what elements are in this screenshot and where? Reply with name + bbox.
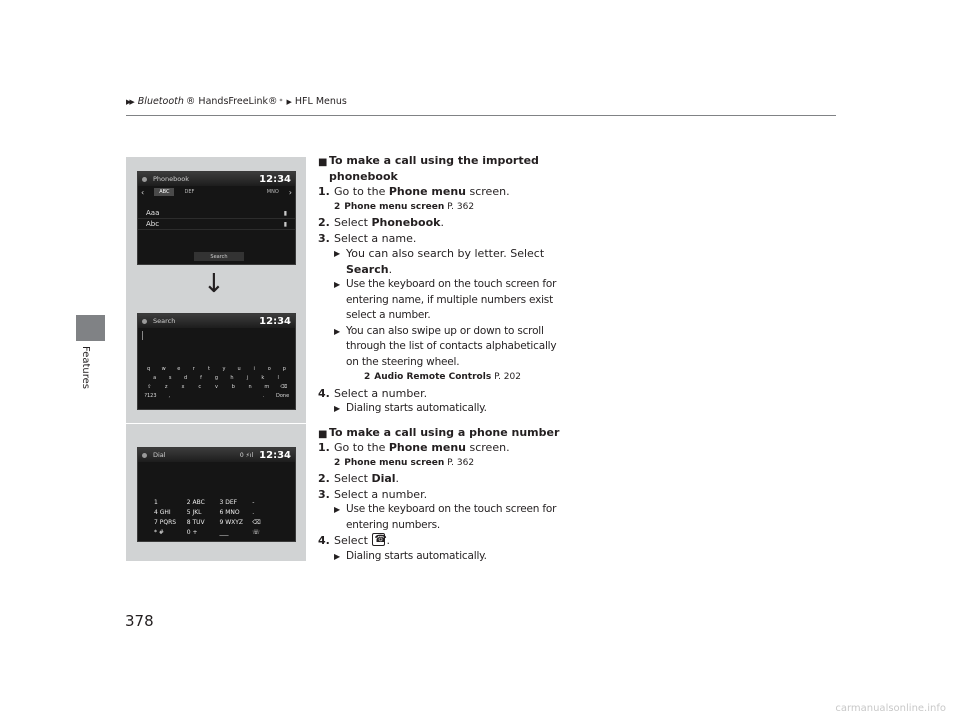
tab-abc[interactable]: ABC bbox=[154, 188, 174, 196]
dial-key[interactable]: . bbox=[252, 509, 255, 516]
talk-button-icon bbox=[372, 533, 385, 546]
section-heading bbox=[318, 153, 568, 184]
step-text: . bbox=[440, 216, 444, 229]
side-tab-label: Features bbox=[80, 346, 91, 389]
step-number: 1. bbox=[318, 185, 330, 198]
key[interactable]: e bbox=[177, 366, 181, 372]
bullet-text: You can also search by letter. Select bbox=[346, 247, 545, 260]
reference-page: P. 202 bbox=[494, 372, 521, 382]
key[interactable]: r bbox=[192, 366, 195, 372]
key[interactable]: d bbox=[184, 375, 188, 381]
section-heading-text: To make a call using the imported phonebook bbox=[329, 154, 539, 183]
section-heading-text: To make a call using a phone number bbox=[329, 425, 560, 439]
key[interactable]: q bbox=[146, 366, 151, 372]
step-number: 2. bbox=[318, 472, 330, 485]
key[interactable]: t bbox=[207, 366, 210, 372]
step-number: 2. bbox=[318, 216, 330, 229]
call-icon[interactable]: ☏ bbox=[252, 529, 260, 536]
bullet-text: You can also swipe up or down to scroll through the list of contacts alphabetically on the steering wheel. bbox=[346, 324, 557, 368]
bullet-text: Dialing starts automatically. bbox=[346, 402, 487, 414]
search-title: Search bbox=[153, 317, 176, 325]
dial-pad bbox=[154, 499, 285, 539]
step bbox=[318, 487, 568, 503]
cross-reference[interactable] bbox=[318, 200, 568, 216]
bullet bbox=[318, 401, 568, 417]
key[interactable]: g bbox=[214, 375, 219, 381]
period-key[interactable]: . bbox=[262, 393, 265, 399]
dial-screen bbox=[137, 447, 296, 542]
breadcrumb-part2: ® HandsFreeLink® bbox=[185, 96, 278, 107]
reference-icon: 2 bbox=[364, 372, 371, 382]
home-icon bbox=[142, 177, 147, 182]
comma-key[interactable]: , bbox=[168, 393, 171, 399]
contact-name: Aaa bbox=[146, 209, 160, 217]
search-button[interactable]: Search bbox=[194, 252, 244, 261]
step bbox=[318, 440, 568, 456]
step-number: 3. bbox=[318, 231, 330, 245]
bullet-arrow-icon: ▶ bbox=[334, 551, 340, 561]
dial-pad-row bbox=[154, 529, 285, 536]
header-rule bbox=[126, 115, 836, 116]
dial-key[interactable]: 4 GHI bbox=[154, 509, 171, 516]
search-screen bbox=[137, 313, 296, 410]
dial-key[interactable]: 0 + bbox=[186, 529, 198, 536]
step-text: Go to the bbox=[334, 185, 389, 198]
bullet-bold: Search bbox=[346, 262, 389, 276]
key[interactable]: h bbox=[230, 375, 234, 381]
dial-key[interactable]: 1 bbox=[154, 499, 158, 506]
bullet-arrow-icon: ▶ bbox=[334, 404, 340, 413]
dial-title: Dial bbox=[153, 451, 166, 459]
bullet bbox=[318, 277, 568, 324]
key[interactable]: v bbox=[215, 384, 218, 390]
clock: 12:34 bbox=[259, 449, 291, 461]
key[interactable]: c bbox=[198, 384, 202, 390]
section-heading bbox=[318, 425, 568, 441]
phonebook-screen bbox=[137, 171, 296, 265]
letter-tabs bbox=[138, 186, 295, 198]
reference-label: Audio Remote Controls bbox=[374, 372, 492, 382]
key[interactable]: o bbox=[267, 366, 271, 372]
breadcrumb-asterisk: * bbox=[279, 98, 283, 105]
step bbox=[318, 231, 568, 247]
keyboard-row bbox=[141, 375, 292, 381]
key[interactable]: p bbox=[282, 366, 286, 372]
phone-icon: ▮ bbox=[283, 220, 287, 228]
key[interactable]: s bbox=[168, 375, 172, 381]
dial-key[interactable]: 3 DEF bbox=[219, 499, 238, 506]
reference-page: P. 362 bbox=[447, 457, 475, 468]
step-number: 4. bbox=[318, 534, 330, 547]
phone-icon: ▮ bbox=[283, 209, 287, 217]
list-item[interactable] bbox=[138, 219, 295, 230]
reference-page: P. 362 bbox=[447, 201, 475, 212]
step-number: 1. bbox=[318, 441, 330, 454]
keyboard-row bbox=[141, 393, 292, 399]
dial-key[interactable]: 8 TUV bbox=[186, 519, 205, 526]
key[interactable]: z bbox=[164, 384, 168, 390]
step-text: Go to the bbox=[334, 441, 389, 454]
step-text: . bbox=[395, 472, 400, 485]
cross-reference[interactable] bbox=[318, 370, 568, 386]
clock: 12:34 bbox=[259, 315, 291, 327]
bullet-arrow-icon: ▶ bbox=[334, 249, 341, 258]
step-bold: Phonebook bbox=[371, 216, 441, 229]
key[interactable]: b bbox=[231, 384, 235, 390]
step bbox=[318, 471, 568, 487]
key[interactable]: k bbox=[261, 375, 265, 381]
step-text: . bbox=[386, 534, 390, 547]
bullet-arrow-icon: ▶ bbox=[334, 326, 340, 336]
key[interactable]: y bbox=[222, 366, 226, 372]
home-icon bbox=[142, 319, 147, 324]
breadcrumb-part3: HFL Menus bbox=[294, 96, 347, 107]
panel-divider bbox=[126, 423, 306, 424]
key[interactable]: x bbox=[181, 384, 185, 390]
bullet bbox=[318, 324, 568, 371]
symbols-key[interactable]: ?123 bbox=[144, 393, 157, 399]
bullet bbox=[318, 246, 568, 277]
shift-key[interactable]: ⇧ bbox=[147, 384, 152, 390]
step bbox=[318, 215, 568, 231]
keyboard-row bbox=[141, 384, 292, 390]
dial-key[interactable]: 9 WXYZ bbox=[219, 519, 244, 526]
reference-label: Phone menu screen bbox=[344, 201, 445, 212]
key[interactable]: m bbox=[264, 384, 270, 390]
bullet-text: Use the keyboard on the touch screen for entering name, if multiple numbers exist select a number. bbox=[346, 278, 557, 321]
signal-icon: 0 ⚡ıl bbox=[239, 451, 254, 459]
step-text: Select a name. bbox=[334, 231, 417, 245]
step-text: Select bbox=[334, 472, 372, 485]
reference-icon: 2 bbox=[334, 201, 341, 212]
dial-key[interactable]: - bbox=[252, 499, 255, 506]
space-key[interactable] bbox=[179, 393, 255, 399]
key[interactable]: u bbox=[237, 366, 241, 372]
step bbox=[318, 386, 568, 402]
bullet-arrow-icon: ▶ bbox=[334, 505, 340, 514]
dial-pad-row bbox=[154, 509, 285, 516]
dial-key[interactable]: 2 ABC bbox=[186, 499, 205, 506]
breadcrumb-arrow-icon: ▶▶ bbox=[126, 97, 133, 106]
step-text: screen. bbox=[466, 185, 510, 198]
step-text: Select a number. bbox=[334, 386, 428, 400]
side-tab-marker bbox=[76, 315, 105, 341]
backspace-key[interactable]: ⌫ bbox=[280, 384, 288, 390]
step-text: Select bbox=[334, 534, 372, 547]
step bbox=[318, 533, 568, 549]
step-bold: Dial bbox=[371, 472, 396, 485]
bullet-text: Dialing starts automatically. bbox=[346, 549, 487, 562]
key[interactable]: n bbox=[248, 384, 252, 390]
instructions bbox=[318, 153, 568, 564]
bullet-text: Use the keyboard on the touch screen for entering numbers. bbox=[346, 503, 557, 531]
step-bold: Phone menu bbox=[388, 185, 466, 198]
done-key[interactable]: Done bbox=[275, 393, 290, 399]
bullet-arrow-icon: ▶ bbox=[334, 280, 340, 289]
text-cursor bbox=[142, 331, 143, 340]
step-bold: Phone menu bbox=[388, 441, 466, 454]
bullet bbox=[318, 502, 568, 533]
list-item[interactable] bbox=[138, 208, 295, 219]
dial-key[interactable]: 7 PQRS bbox=[154, 519, 177, 526]
step-text: Select a number. bbox=[334, 487, 428, 501]
key[interactable]: a bbox=[153, 375, 157, 381]
key[interactable]: f bbox=[200, 375, 202, 381]
dial-key[interactable]: * # bbox=[154, 529, 164, 536]
bullet bbox=[318, 549, 568, 565]
step-number: 4. bbox=[318, 386, 330, 400]
dial-pad-row bbox=[154, 519, 285, 526]
clock: 12:34 bbox=[259, 173, 291, 185]
breadcrumb bbox=[126, 96, 347, 107]
dial-pad-row bbox=[154, 499, 285, 506]
reference-label: Phone menu screen bbox=[344, 457, 445, 468]
dial-key[interactable]: 6 MNO bbox=[219, 509, 240, 516]
breadcrumb-arrow-icon: ▶ bbox=[286, 97, 290, 106]
search-header bbox=[138, 314, 295, 328]
step-number: 3. bbox=[318, 487, 330, 501]
home-icon bbox=[142, 453, 147, 458]
phonebook-header bbox=[138, 172, 295, 186]
step-text: screen. bbox=[466, 441, 510, 454]
space-key[interactable]: ___ bbox=[219, 529, 229, 536]
key[interactable]: i bbox=[253, 366, 255, 372]
keyboard bbox=[141, 366, 292, 402]
contact-name: Abc bbox=[146, 220, 160, 228]
chevron-left-icon[interactable]: ‹ bbox=[141, 187, 145, 197]
down-arrow-icon: ↓ bbox=[203, 269, 225, 299]
step bbox=[318, 184, 568, 200]
dial-key[interactable]: 5 JKL bbox=[186, 509, 202, 516]
chevron-right-icon[interactable]: › bbox=[288, 187, 292, 197]
backspace-key[interactable]: ⌫ bbox=[252, 519, 261, 526]
section-marker-icon: ■ bbox=[318, 157, 328, 168]
tab-mno[interactable]: MNO bbox=[266, 189, 279, 195]
phonebook-title: Phonebook bbox=[153, 175, 189, 183]
breadcrumb-part1: Bluetooth bbox=[137, 96, 184, 107]
keyboard-row bbox=[141, 366, 292, 372]
key[interactable]: w bbox=[161, 366, 166, 372]
tab-def[interactable]: DEF bbox=[184, 189, 195, 195]
step-text: Select bbox=[334, 216, 372, 229]
section-marker-icon: ■ bbox=[318, 428, 328, 440]
reference-icon: 2 bbox=[334, 457, 341, 468]
watermark: carmanualsonline.info bbox=[835, 703, 946, 714]
bullet-text: . bbox=[388, 262, 393, 276]
cross-reference[interactable] bbox=[318, 456, 568, 472]
key[interactable]: j bbox=[246, 375, 249, 381]
dial-header bbox=[138, 448, 295, 462]
key[interactable]: l bbox=[277, 375, 279, 381]
page-number: 378 bbox=[125, 612, 154, 630]
